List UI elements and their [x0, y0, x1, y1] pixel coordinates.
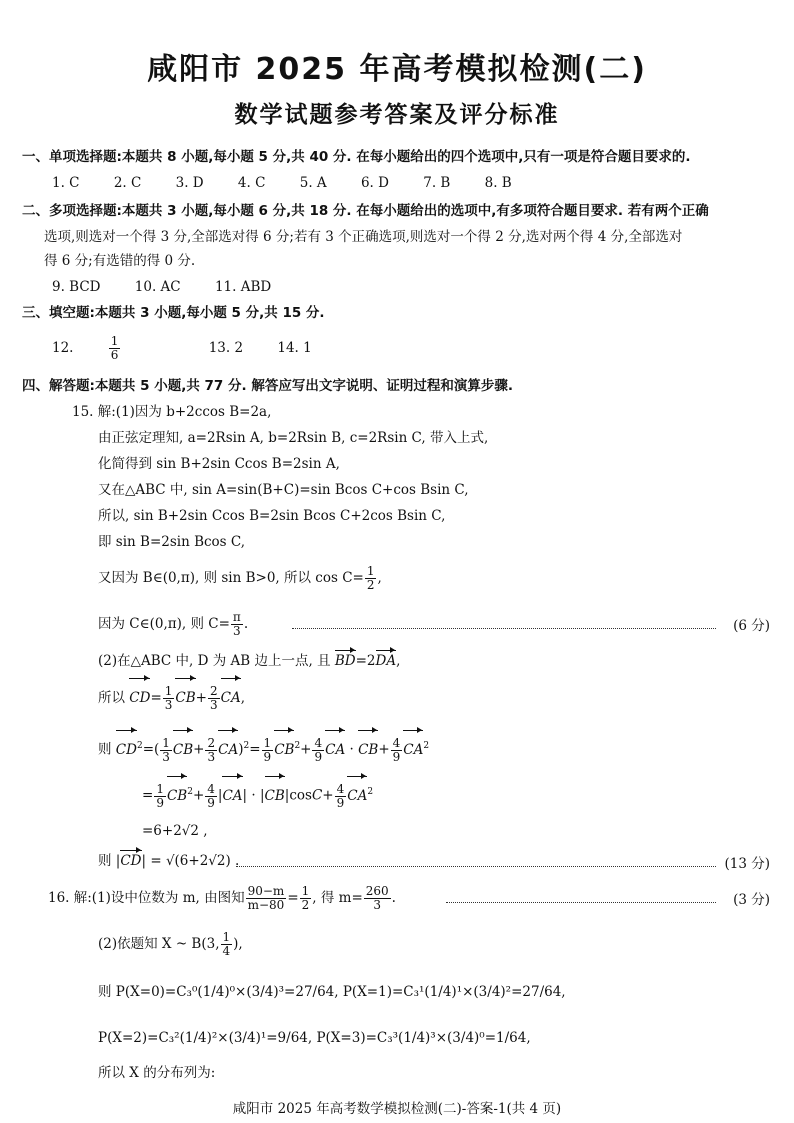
section-multi-choice: 二、多项选择题:本题共 3 小题,每小题 6 分,共 18 分. 在每小题给出的选项中,有多项符合题目要求. 若有两个正确	[22, 203, 709, 219]
q16-line2: (2)依题知 X ~ B(3, $\frac{1}{4}$ ),	[98, 930, 243, 958]
q15-score2-leader	[236, 866, 716, 867]
q15-line3: 化简得到 sin B+2sin Ccos B=2sin A,	[98, 456, 340, 472]
q15-line5: 所以, sin B+2sin Ccos B=2sin Bcos C+2cos Bsin C,	[98, 508, 446, 524]
q15-line7: 又因为 B∈(0,π), 则 sin B>0, 所以 cos C= $\frac{1}{2}$ ,	[98, 564, 382, 592]
q15-line4: 又在△ABC 中, sin A=sin(B+C)=sin Bcos C+cos Bsin C,	[98, 482, 469, 498]
section-fill-blank: 三、填空题:本题共 3 小题,每小题 5 分,共 15 分.	[22, 305, 325, 321]
q15-score2: (13 分)	[724, 856, 770, 872]
single-choice-answers	[52, 174, 542, 192]
q15-line12: = $\frac{1}{9}$ $CB^2+$ $\frac{4}{9}$ |CA| · |CB|cosC+ $\frac{4}{9}$ $CA^2$	[142, 774, 373, 814]
q16-score1: (3 分)	[733, 892, 770, 908]
section-multi-choice-line3: 得 6 分;有选错的得 0 分.	[44, 253, 196, 269]
answer-6: 6. D	[360, 175, 389, 191]
answer-5: 5. A	[299, 175, 327, 191]
q15-score1-leader	[292, 628, 716, 629]
fill-blank-answers	[52, 330, 342, 366]
q15-line1: 15. 解:(1)因为 b+2ccos B=2a,	[72, 404, 272, 420]
answer-9: 9. BCD	[52, 279, 101, 295]
answer-1: 1. C	[52, 175, 80, 191]
q15-line2: 由正弦定理知, a=2Rsin A, b=2Rsin B, c=2Rsin C, 带入上式,	[98, 430, 489, 446]
q15-score1: (6 分)	[733, 618, 770, 634]
answer-14: 14. 1	[277, 340, 312, 356]
q16-score1-leader	[446, 902, 716, 903]
q16-line5: 所以 X 的分布列为:	[98, 1065, 216, 1081]
q15-line8: 因为 C∈(0,π), 则 C= $\frac{\pi}{3}$ .	[98, 610, 249, 638]
answer-4: 4. C	[237, 175, 266, 191]
answer-11: 11. ABD	[214, 279, 272, 295]
multi-choice-answers	[52, 278, 301, 296]
answer-8: 8. B	[484, 175, 512, 191]
answer-10: 10. AC	[134, 279, 181, 295]
section-single-choice: 一、单项选择题:本题共 8 小题,每小题 5 分,共 40 分. 在每小题给出的四个选项中,只有一项是符合题目要求的.	[22, 149, 691, 165]
answer-3: 3. D	[175, 175, 204, 191]
q16-line1: 16. 解:(1)设中位数为 m, 由图知 $\frac{90-m}{m-80}$ = $\frac{1}{2}$ , 得 m= $\frac{260}{3}$ .	[48, 884, 396, 912]
document-title: 咸阳市 2025 年高考模拟检测(二)	[147, 52, 647, 87]
q15-line14: 则 |CD| = √(6+2√2) .	[98, 853, 240, 869]
answer-2: 2. C	[113, 175, 142, 191]
q15-line6: 即 sin B=2sin Bcos C,	[98, 534, 246, 550]
q15-line13: =6+2√2 ,	[142, 823, 208, 839]
section-solutions: 四、解答题:本题共 5 小题,共 77 分. 解答应写出文字说明、证明过程和演算步骤.	[22, 378, 513, 394]
q15-line9: (2)在△ABC 中, D 为 AB 边上一点, 且 BD=2DA,	[98, 653, 401, 669]
q16-line4: P(X=2)=C₃²(1/4)²×(3/4)¹=9/64, P(X=3)=C₃³(1/4)³×(3/4)⁰=1/64,	[98, 1030, 531, 1046]
document-subtitle: 数学试题参考答案及评分标准	[234, 102, 560, 128]
q15-line11: 则 $CD^2=$( $\frac{1}{3}$ CB+ $\frac{2}{3}$ CA)$^2$= $\frac{1}{9}$ $CB^2+$ $\frac{4}{9}$ CA · CB+ $\frac{4}{9}$ $CA^2$	[98, 728, 429, 768]
section-multi-choice-line2: 选项,则选对一个得 3 分,全部选对得 6 分;若有 3 个正确选项,则选对一个得 2 分,选对两个得 4 分,全部选对	[44, 229, 683, 245]
q15-line10: 所以 CD= $\frac{1}{3}$ CB+ $\frac{2}{3}$ CA,	[98, 680, 245, 716]
answer-13: 13. 2	[208, 340, 244, 356]
page-footer: 咸阳市 2025 年高考数学模拟检测(二)-答案-1(共 4 页)	[232, 1101, 562, 1117]
answer-12: 12. $\frac{1}{6}$	[52, 334, 119, 362]
q16-line3: 则 P(X=0)=C₃⁰(1/4)⁰×(3/4)³=27/64, P(X=1)=C₃¹(1/4)¹×(3/4)²=27/64,	[98, 984, 566, 1000]
answer-7: 7. B	[423, 175, 451, 191]
